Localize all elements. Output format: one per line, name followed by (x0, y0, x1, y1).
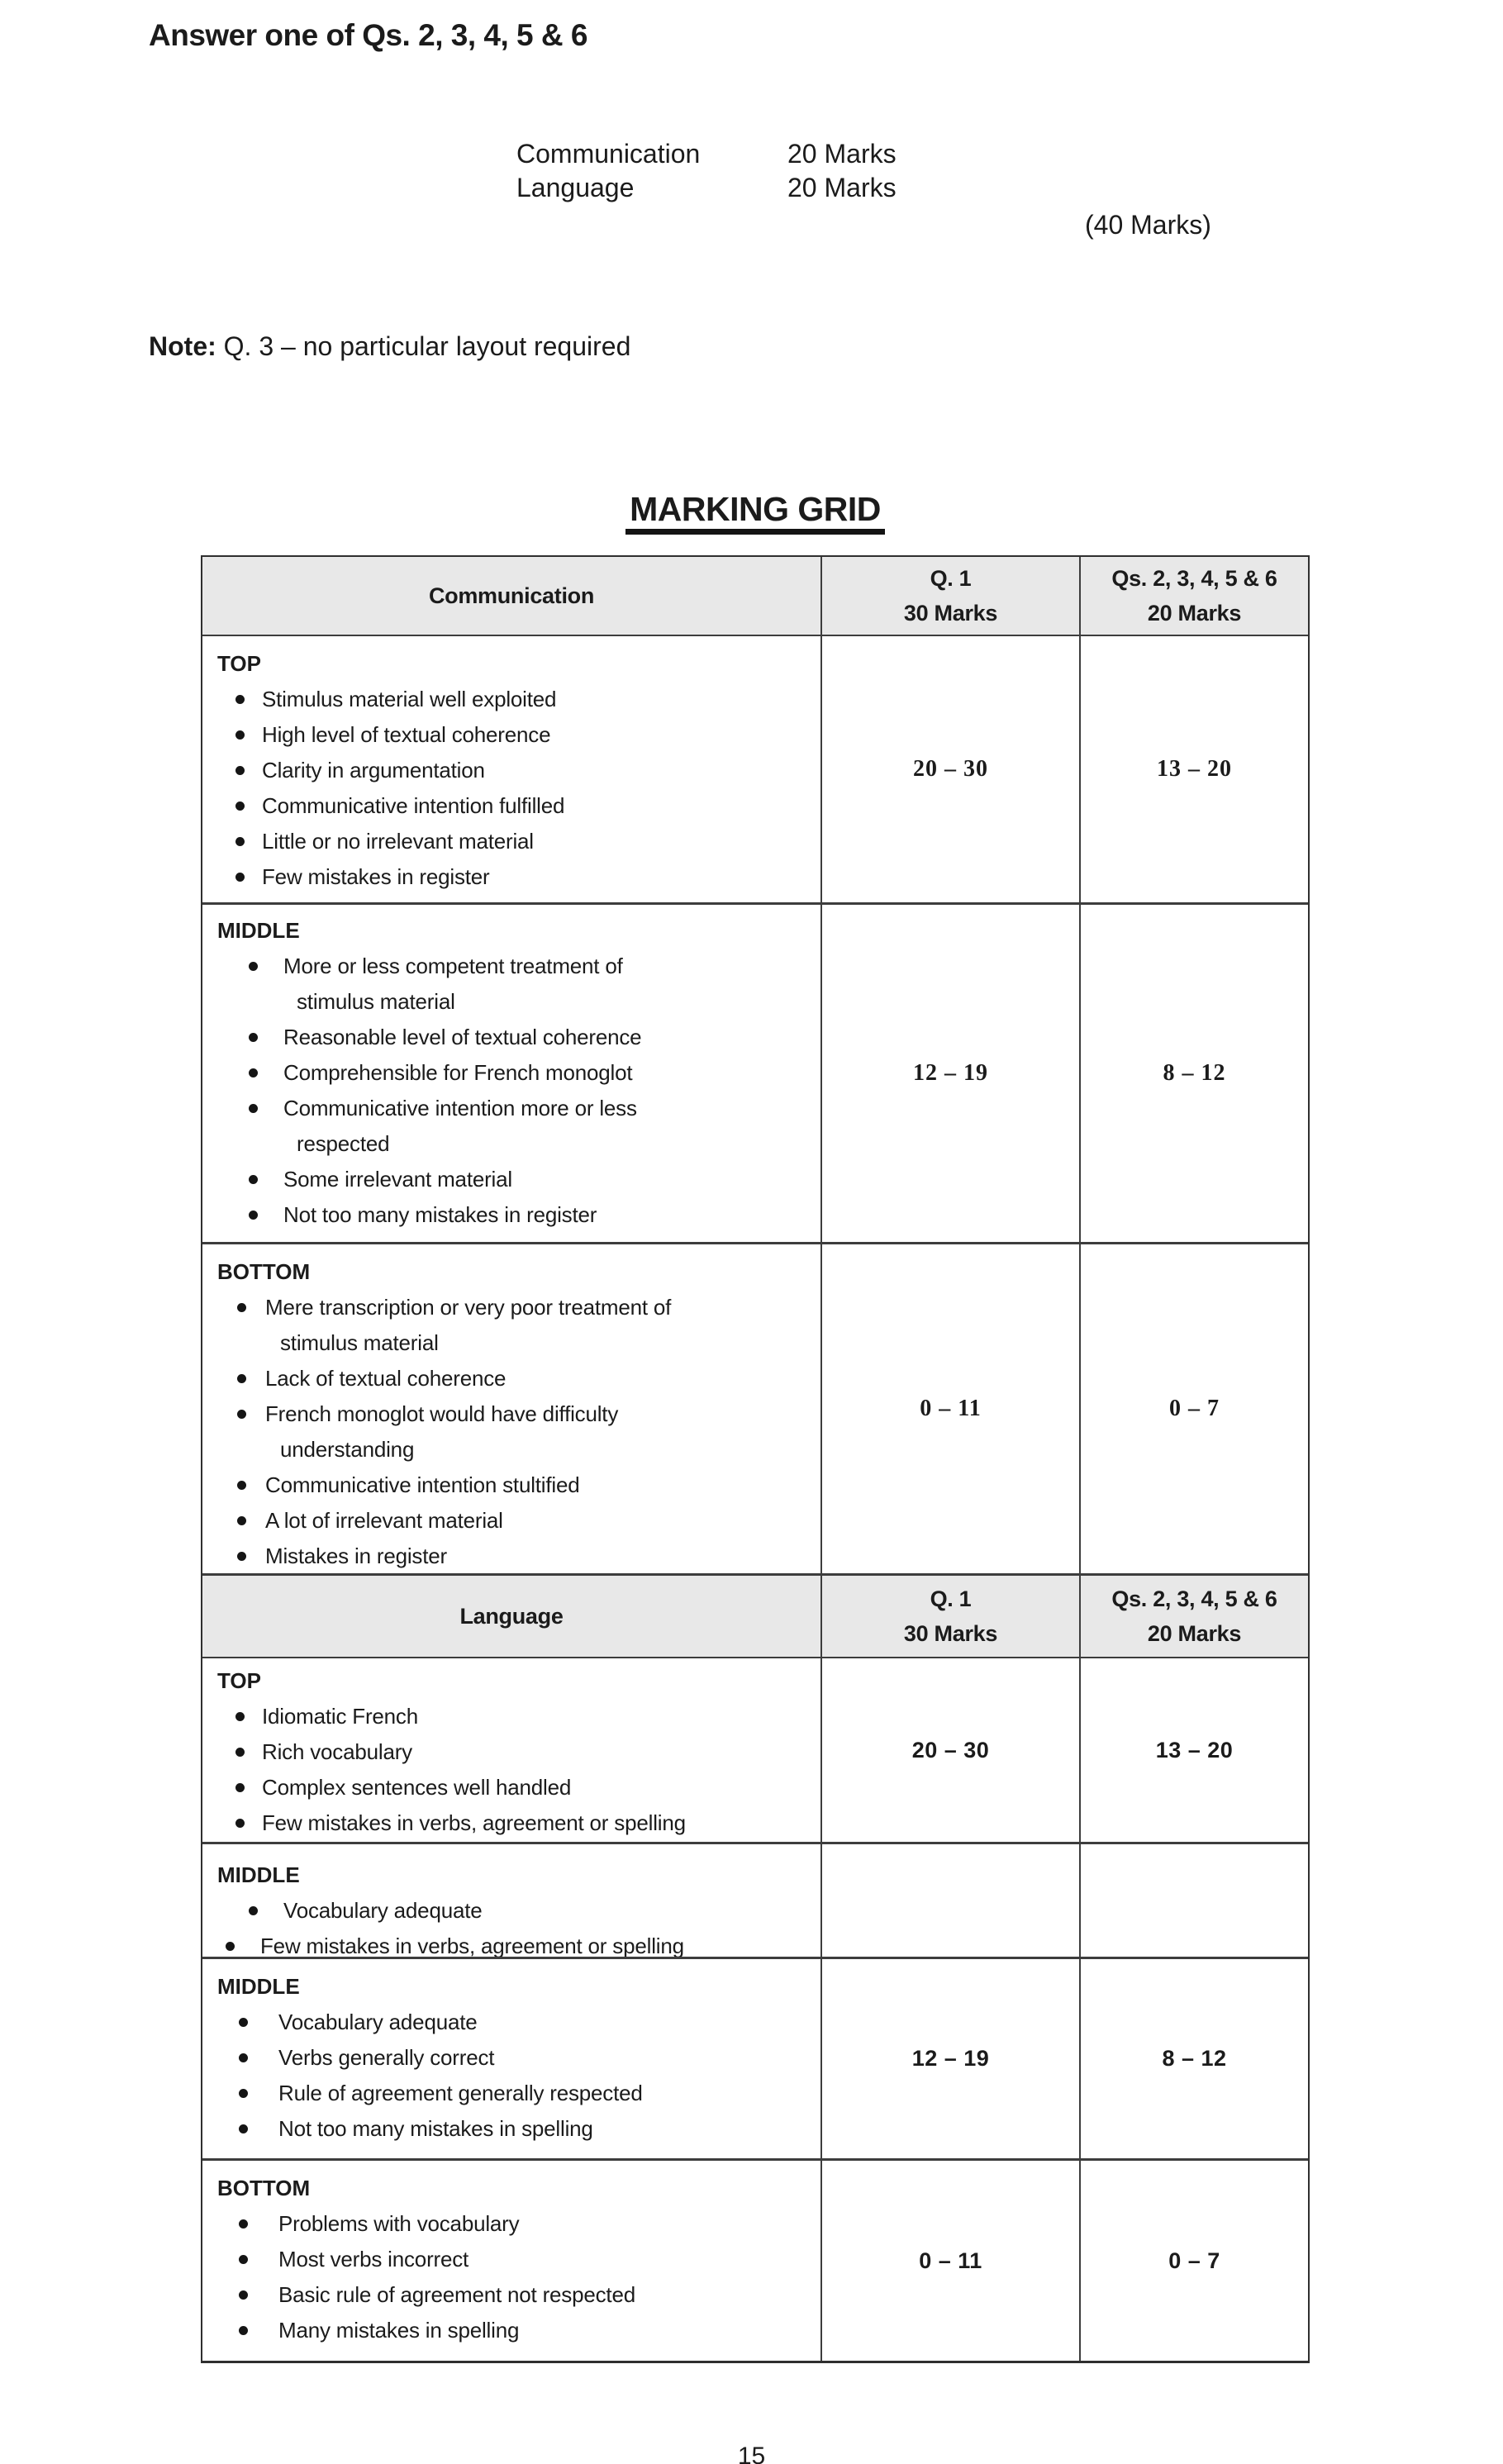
bullet-item (217, 682, 807, 717)
mark-range-q1: 0 – 11 (822, 2161, 1081, 2361)
section-header-language (202, 1576, 822, 1658)
bullet-item (217, 1734, 807, 1770)
bullet-text: Not too many mistakes in spelling (278, 2116, 593, 2141)
bullet-text: Mere transcription or very poor treatment of (265, 1295, 672, 1320)
criteria-cell-language-top (202, 1658, 822, 1844)
bullet-item (217, 2206, 807, 2242)
marking-grid-table (201, 555, 1310, 2363)
column-header-q1-line1: Q. 1 (930, 566, 972, 591)
bullet-text: Stimulus material well exploited (262, 687, 557, 711)
marks-summary-value: 20 Marks (787, 173, 897, 202)
column-header-qs (1081, 557, 1308, 636)
bullet-text: Not too many mistakes in register (283, 1202, 597, 1227)
criteria-cell-language-middle (202, 1959, 822, 2161)
bullet-item (217, 1396, 807, 1432)
bullet-item (217, 1805, 807, 1841)
bullet-text: High level of textual coherence (262, 722, 551, 747)
mark-range-q1: 20 – 30 (822, 636, 1081, 905)
mark-range-q1-empty (822, 1844, 1081, 1959)
bullet-text: Few mistakes in verbs, agreement or spelling (260, 1934, 684, 1958)
bullet-item (217, 1467, 807, 1503)
bullet-item (217, 2313, 807, 2348)
bullet-item (217, 2005, 807, 2040)
criteria-list (217, 1699, 807, 1841)
bullet-item (217, 1197, 807, 1233)
marks-summary (516, 137, 897, 205)
section-header-title: Language (459, 1604, 564, 1629)
bullet-text: Little or no irrelevant material (262, 829, 534, 854)
band-label: BOTTOM (217, 1259, 311, 1284)
bullet-text: understanding (280, 1437, 415, 1462)
bullet-item (217, 788, 807, 824)
bullet-item (217, 1055, 807, 1091)
bullet-text: Most verbs incorrect (278, 2247, 469, 2271)
mark-range-qs: 0 – 7 (1081, 1244, 1308, 1576)
section-header-communication (202, 557, 822, 636)
bullet-text: Basic rule of agreement not respected (278, 2282, 635, 2307)
band-label: BOTTOM (217, 2176, 311, 2200)
bullet-text: Problems with vocabulary (278, 2211, 520, 2236)
band-label: TOP (217, 1668, 261, 1693)
bullet-item (217, 1020, 807, 1055)
column-header-qs (1081, 1576, 1308, 1658)
bullet-text: Lack of textual coherence (265, 1366, 507, 1391)
note-label: Note: (149, 331, 216, 361)
continuation-line (217, 1126, 807, 1162)
bullet-item (217, 949, 807, 984)
criteria-list (217, 682, 807, 895)
bullet-item (217, 753, 807, 788)
continuation-line (217, 1432, 807, 1467)
criteria-cell-communication-top (202, 636, 822, 905)
bullet-text: stimulus material (297, 989, 455, 1014)
mark-range-qs-empty (1081, 1844, 1308, 1959)
bullet-item (217, 717, 807, 753)
bullet-text: Vocabulary adequate (283, 1898, 483, 1923)
band-label: MIDDLE (217, 1862, 300, 1887)
mark-range-q1: 12 – 19 (822, 1959, 1081, 2161)
bullet-text: Vocabulary adequate (278, 2010, 478, 2034)
mark-range-qs: 0 – 7 (1081, 2161, 1308, 2361)
mark-range-qs: 8 – 12 (1081, 1959, 1308, 2161)
mark-range-qs: 8 – 12 (1081, 905, 1308, 1244)
grid-title-wrap (202, 491, 1308, 535)
bullet-text: Some irrelevant material (283, 1167, 512, 1192)
mark-range-q1: 0 – 11 (822, 1244, 1081, 1576)
marks-summary-label: Language (516, 173, 635, 202)
bullet-item (217, 859, 807, 895)
note-line (149, 330, 630, 364)
section-header-title: Communication (428, 583, 595, 608)
criteria-list (217, 2005, 807, 2147)
criteria-cell-language-middle-clipped (202, 1844, 822, 1959)
continuation-line (217, 1325, 807, 1361)
bullet-text: Reasonable level of textual coherence (283, 1025, 642, 1049)
column-header-q1-line2: 30 Marks (903, 1621, 998, 1646)
column-header-qs-line1: Qs. 2, 3, 4, 5 & 6 (1111, 566, 1277, 591)
bullet-text: Many mistakes in spelling (278, 2318, 520, 2343)
bullet-text: Clarity in argumentation (262, 758, 485, 782)
bullet-text: Communicative intention stultified (265, 1472, 580, 1497)
column-header-qs-line2: 20 Marks (1147, 1621, 1242, 1646)
instruction-heading: Answer one of Qs. 2, 3, 4, 5 & 6 (149, 18, 587, 52)
bullet-item (217, 2111, 807, 2147)
bullet-item (217, 2040, 807, 2076)
page-number: 15 (737, 2443, 766, 2464)
total-marks: (40 Marks) (1085, 210, 1211, 240)
band-label: MIDDLE (217, 1974, 300, 1999)
mark-range-q1: 12 – 19 (822, 905, 1081, 1244)
bullet-text: respected (297, 1131, 390, 1156)
bullet-item (217, 2076, 807, 2111)
bullet-text: Idiomatic French (262, 1704, 418, 1729)
bullet-text: Mistakes in register (265, 1544, 447, 1568)
bullet-text: Few mistakes in verbs, agreement or spelling (262, 1810, 686, 1835)
band-label: MIDDLE (217, 918, 300, 943)
bullet-item (217, 1091, 807, 1126)
mark-range-qs: 13 – 20 (1081, 1658, 1308, 1844)
continuation-line (217, 984, 807, 1020)
criteria-list (217, 2206, 807, 2348)
criteria-list (217, 1290, 807, 1574)
bullet-item (217, 1539, 807, 1574)
bullet-text: More or less competent treatment of (283, 954, 623, 978)
bullet-text: Complex sentences well handled (262, 1775, 572, 1800)
marks-summary-value: 20 Marks (787, 139, 897, 169)
bullet-text: Communicative intention fulfilled (262, 793, 565, 818)
marks-summary-row (516, 171, 897, 205)
bullet-item (217, 2277, 807, 2313)
criteria-list (217, 949, 807, 1233)
marks-summary-label: Communication (516, 139, 701, 169)
criteria-list (217, 1893, 807, 1959)
note-text: Q. 3 – no particular layout required (216, 331, 631, 361)
column-header-qs-line1: Qs. 2, 3, 4, 5 & 6 (1111, 1586, 1277, 1611)
column-header-qs-line2: 20 Marks (1147, 601, 1242, 626)
criteria-cell-communication-bottom (202, 1244, 822, 1576)
column-header-q1-line2: 30 Marks (903, 601, 998, 626)
bullet-item (217, 2242, 807, 2277)
marks-summary-row (516, 137, 897, 171)
mark-range-qs: 13 – 20 (1081, 636, 1308, 905)
bullet-text: Few mistakes in register (262, 864, 490, 889)
column-header-q1 (822, 557, 1081, 636)
bullet-item (202, 1929, 807, 1959)
bullet-text: French monoglot would have difficulty (265, 1401, 619, 1426)
criteria-cell-language-bottom (202, 2161, 822, 2361)
bullet-item (217, 1290, 807, 1325)
grid-title: MARKING GRID (625, 491, 885, 535)
bullet-text: Verbs generally correct (278, 2045, 495, 2070)
bullet-item (217, 1770, 807, 1805)
bullet-item (217, 1361, 807, 1396)
bullet-text: Comprehensible for French monoglot (283, 1060, 633, 1085)
bullet-text: Rich vocabulary (262, 1739, 412, 1764)
column-header-q1 (822, 1576, 1081, 1658)
bullet-text: Rule of agreement generally respected (278, 2081, 643, 2105)
band-label: TOP (217, 651, 261, 676)
bullet-item (217, 1893, 807, 1929)
bullet-item (217, 1162, 807, 1197)
bullet-item (217, 824, 807, 859)
mark-range-q1: 20 – 30 (822, 1658, 1081, 1844)
bullet-text: A lot of irrelevant material (265, 1508, 503, 1533)
bullet-item (217, 1503, 807, 1539)
bullet-text: Communicative intention more or less (283, 1096, 637, 1120)
bullet-item (217, 1699, 807, 1734)
column-header-q1-line1: Q. 1 (930, 1586, 972, 1611)
criteria-cell-communication-middle (202, 905, 822, 1244)
bullet-text: stimulus material (280, 1330, 439, 1355)
